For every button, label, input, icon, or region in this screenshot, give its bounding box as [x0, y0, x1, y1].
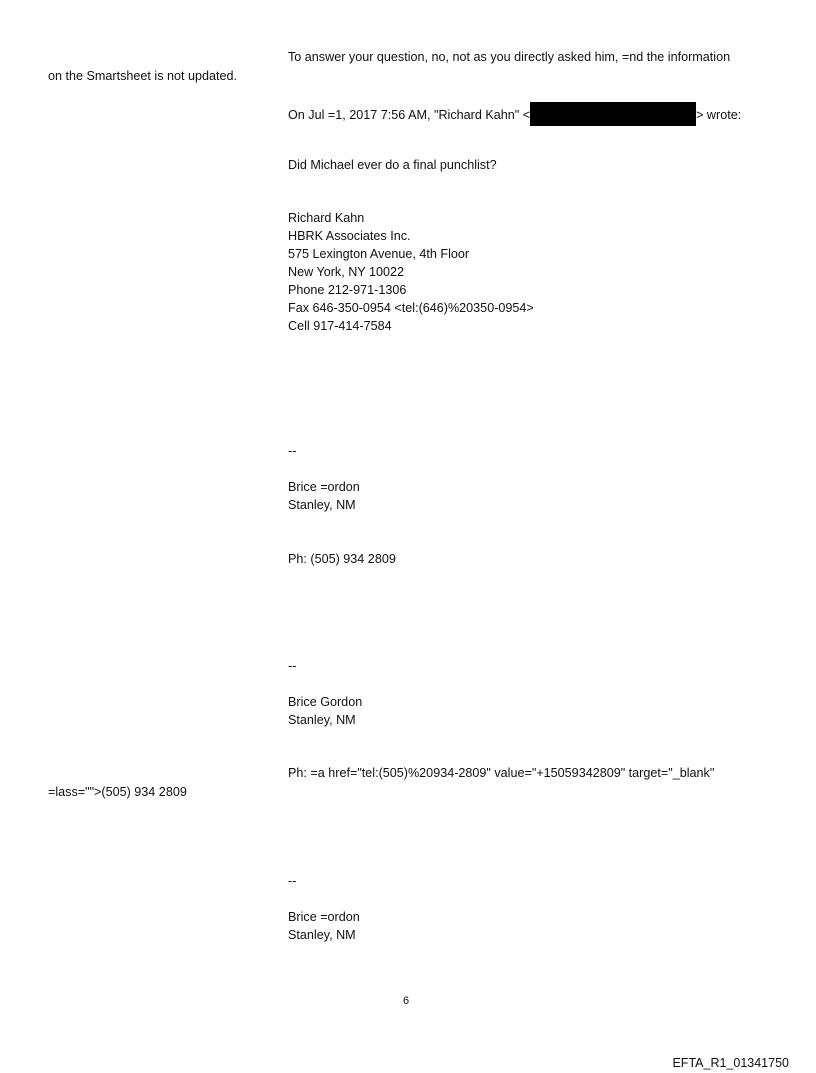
gordon-name-3: Brice =ordon: [288, 910, 360, 924]
quote-header: [288, 102, 741, 126]
signature-line: HBRK Associates Inc.: [288, 229, 411, 243]
separator-2: --: [288, 659, 297, 673]
gordon-location-1: Stanley, NM: [288, 498, 356, 512]
gordon-name-1: Brice =ordon: [288, 480, 360, 494]
document-id: EFTA_R1_01341750: [672, 1056, 789, 1070]
question-line: Did Michael ever do a final punchlist?: [288, 158, 497, 172]
redaction-block: [530, 102, 696, 126]
signature-line: New York, NY 10022: [288, 265, 404, 279]
quote-header-prefix: On Jul =1, 2017 7:56 AM, "Richard Kahn" <: [288, 108, 531, 122]
signature-line: Richard Kahn: [288, 211, 365, 225]
signature-line: 575 Lexington Avenue, 4th Floor: [288, 247, 470, 261]
phone-line-2a: Ph: =a href="tel:(505)%20934-2809" value="+15059342809" target="_blank": [288, 766, 715, 780]
separator-1: --: [288, 444, 297, 458]
gordon-location-3: Stanley, NM: [288, 928, 356, 942]
signature-line: Cell 917-414-7584: [288, 319, 392, 333]
phone-line-1: Ph: (505) 934 2809: [288, 552, 396, 566]
page-number: 6: [403, 995, 410, 1007]
gordon-location-2: Stanley, NM: [288, 713, 356, 727]
signature-line: Fax 646-350-0954 <tel:(646)%20350-0954>: [288, 301, 534, 315]
quote-header-suffix: > wrote:: [696, 108, 742, 122]
signature-line: Phone 212-971-1306: [288, 283, 407, 297]
reply-line-1: To answer your question, no, not as you directly asked him, =nd the information: [288, 50, 731, 64]
separator-3: --: [288, 874, 297, 888]
reply-line-2: on the Smartsheet is not updated.: [48, 69, 238, 83]
phone-line-2b: =lass="">(505) 934 2809: [48, 785, 187, 799]
gordon-name-2: Brice Gordon: [288, 695, 363, 709]
